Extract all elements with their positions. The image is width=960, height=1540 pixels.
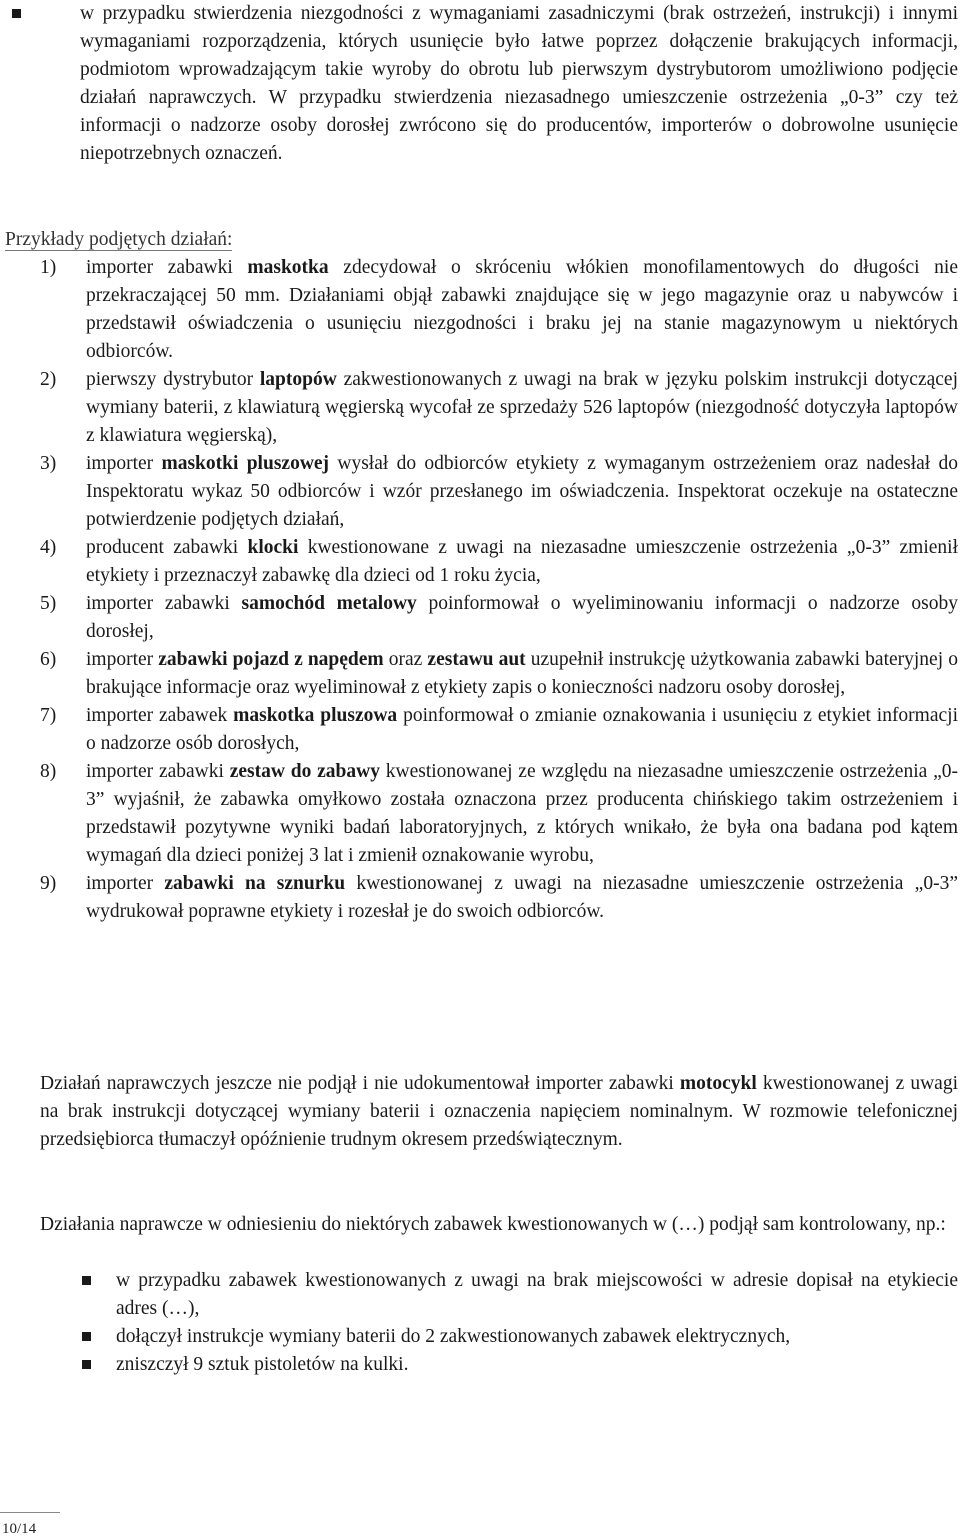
list-item: 1) importer zabawki maskotka zdecydował o skróceniu włókien monofilamentowych do długości nie przekraczającej 50 mm. Działaniami objął zabawki znajdujące się w jego magazynie oraz u nabywców i przedstawił oświadczenia o usunięciu niezgodności i braku jej na stanie magazynowym u niektórych odbiorców. xyxy=(40,257,958,362)
list-item: 6) importer zabawki pojazd z napędem oraz zestawu aut uzupełnił instrukcję użytkowania zabawki bateryjnej o brakujące informacje oraz wyeliminował z etykiety zapis o konieczności nadzoru osoby dorosłej, xyxy=(40,649,958,698)
square-bullet-icon xyxy=(82,1276,91,1285)
list-item: 9) importer zabawki na sznurku kwestionowanej z uwagi na niezasadne umieszczenie ostrzeżenia „0-3” wydrukował poprawne etykiety i rozesłał je do swoich odbiorców. xyxy=(40,873,958,922)
examples-list xyxy=(0,254,958,926)
list-item: 4) producent zabawki klocki kwestionowane z uwagi na niezasadne umieszczenie ostrzeżenia „0-3” zmienił etykiety i przeznaczył zabawkę dla dzieci od 1 roku życia, xyxy=(40,537,958,586)
square-bullet-icon xyxy=(12,9,21,18)
examples-heading: Przykłady podjętych działań: xyxy=(5,229,233,250)
top-bullet-text: w przypadku stwierdzenia niezgodności z wymaganiami zasadniczymi (brak ostrzeżeń, instrukcji) i innymi wymaganiami rozporządzenia, których usunięcie było łatwe poprzez dołączenie brakujących informacji, podmiotom wprowadzającym takie wyroby do obrotu lub pierwszym dystrybutorom umożliwiono podjęcie działań naprawczych. W przypadku stwierdzenia niezasadnego umieszczenie ostrzeżenia „0-3” czy też informacji o nadzorze osoby dorosłej zwrócono się do producentów, importerów o dobrowolne usunięcie niepotrzebnych oznaczeń. xyxy=(80,3,958,164)
list-item: w przypadku zabawek kwestionowanych z uwagi na brak miejscowości w adresie dopisał na etykiecie adres (…), xyxy=(0,1267,958,1323)
footer-divider xyxy=(0,1512,60,1513)
list-item: 2) pierwszy dystrybutor laptopów zakwestionowanych z uwagi na brak w języku polskim instrukcji dotyczącej wymiany baterii, z klawiaturą węgierską wycofał ze sprzedaży 526 laptopów (niezgodność dotyczyła laptopów z klawiatura węgierską), xyxy=(40,369,958,446)
list-item: 5) importer zabawki samochód metalowy poinformował o wyeliminowaniu informacji o nadzorze osoby dorosłej, xyxy=(40,593,958,642)
paragraph-self-actions: Działania naprawcze w odniesieniu do niektórych zabawek kwestionowanych w (…) podjął sam kontrolowany, np.: xyxy=(40,1214,946,1235)
page-number: 10/14 xyxy=(2,1521,37,1537)
list-item: 8) importer zabawki zestaw do zabawy kwestionowanej ze względu na niezasadne umieszczenie ostrzeżenia „0-3” wyjaśnił, że zabawka omyłkowo została oznaczona przez producenta chińskiego takim ostrzeżeniem i przedstawił pozytywne wyniki badań laboratoryjnych, z których wnikało, że była ona badana pod kątem wymagań dla dzieci poniżej 3 lat i zmienił oznakowanie wyrobu, xyxy=(40,761,958,866)
list-item: 7) importer zabawek maskotka pluszowa poinformował o zmianie oznakowania i usunięciu z etykiet informacji o nadzorze osób dorosłych, xyxy=(40,705,958,754)
square-bullet-icon xyxy=(82,1332,91,1341)
list-item: zniszczył 9 sztuk pistoletów na kulki. xyxy=(0,1351,958,1379)
paragraph-pending-actions: Działań naprawczych jeszcze nie podjął i nie udokumentował importer zabawki motocykl kwestionowanej z uwagi na brak instrukcji dotyczącej wymiany baterii i oznaczenia napięciem nominalnym. W rozmowie telefonicznej przedsiębiorca tłumaczył opóźnienie trudnym okresem przedświątecznym. xyxy=(40,1073,958,1150)
square-bullet-icon xyxy=(82,1360,91,1369)
self-actions-list xyxy=(0,1267,958,1379)
top-bullet xyxy=(80,0,958,168)
list-item: dołączył instrukcje wymiany baterii do 2 zakwestionowanych zabawek elektrycznych, xyxy=(0,1323,958,1351)
list-item: 3) importer maskotki pluszowej wysłał do odbiorców etykiety z wymaganym ostrzeżeniem oraz nadesłał do Inspektoratu wykaz 50 odbiorców i wzór przesłanego im oświadczenia. Inspektorat oczekuje na ostateczne potwierdzenie podjętych działań, xyxy=(40,453,958,530)
